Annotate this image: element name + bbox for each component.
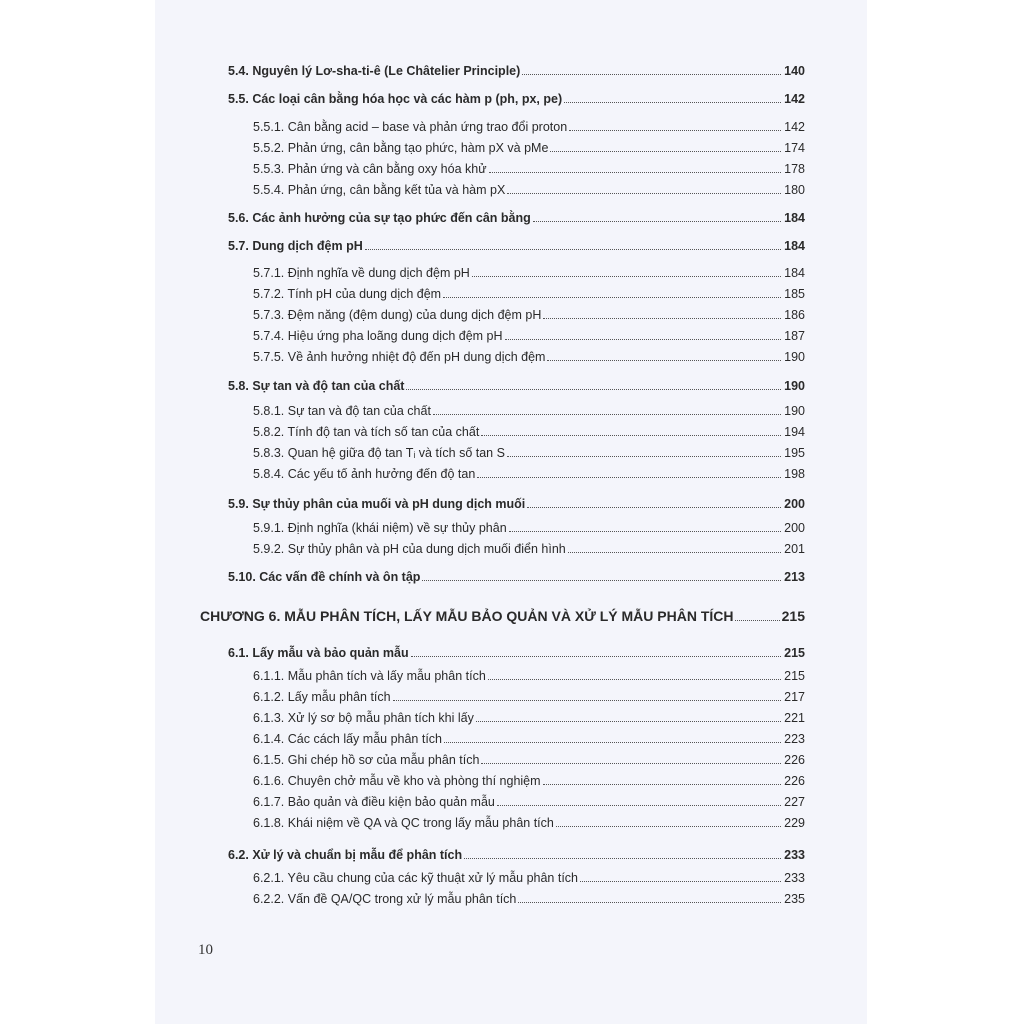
dot-leader	[489, 172, 781, 173]
toc-chapter-row	[200, 608, 805, 624]
toc-subsection-row	[253, 690, 805, 704]
dot-leader	[735, 620, 779, 621]
dot-leader	[543, 318, 781, 319]
toc-entry-title: 6.2.2. Vấn đề QA/QC trong xử lý mẫu phân tích	[253, 892, 517, 906]
toc-subsection-row	[253, 425, 805, 439]
toc-entry-page: 184	[784, 211, 805, 225]
toc-entry-title: 5.7.3. Đệm năng (đệm dung) của dung dịch đệm pH	[253, 308, 542, 322]
toc-entry-page: 227	[784, 795, 805, 809]
toc-entry-title: 5.8.2. Tính độ tan và tích số tan của chất	[253, 425, 480, 439]
dot-leader	[472, 276, 781, 277]
dot-leader	[533, 221, 781, 222]
toc-entry-title: 5.5. Các loại cân bằng hóa học và các hàm p (ph, px, pe)	[228, 92, 563, 106]
toc-subsection-row	[253, 287, 805, 301]
dot-leader	[507, 193, 781, 194]
toc-entry-page: 226	[784, 753, 805, 767]
toc-subsection-row	[253, 732, 805, 746]
toc-entry-page: 226	[784, 774, 805, 788]
toc-subsection-row	[253, 521, 805, 535]
toc-subsection-row	[253, 141, 805, 155]
toc-entry-title: 5.4. Nguyên lý Lơ-sha-ti-ê (Le Châtelier Principle)	[228, 64, 521, 78]
toc-entry-title: 5.5.2. Phản ứng, cân bằng tạo phức, hàm pX và pMe	[253, 141, 549, 155]
dot-leader	[481, 435, 781, 436]
toc-section-row	[228, 239, 805, 253]
toc-entry-title: 5.8.1. Sự tan và độ tan của chất	[253, 404, 431, 418]
dot-leader	[406, 389, 781, 390]
toc-entry-page: 201	[784, 542, 805, 556]
dot-leader	[547, 360, 781, 361]
toc-subsection-row	[253, 308, 805, 322]
document-page	[155, 0, 867, 1024]
toc-entry-page: 190	[784, 350, 805, 364]
toc-entry-title: 5.9. Sự thủy phân của muối và pH dung dịch muối	[228, 497, 526, 511]
dot-leader	[477, 477, 781, 478]
toc-subsection-row	[253, 816, 805, 830]
toc-section-row	[228, 64, 805, 78]
toc-subsection-row	[253, 871, 805, 885]
toc-entry-title: 5.8. Sự tan và độ tan của chất	[228, 379, 405, 393]
toc-subsection-row	[253, 669, 805, 683]
dot-leader	[422, 580, 781, 581]
dot-leader	[509, 531, 781, 532]
toc-entry-title: 5.7.5. Về ảnh hưởng nhiệt độ đến pH dung dịch đệm	[253, 350, 546, 364]
toc-subsection-row	[253, 892, 805, 906]
toc-entry-title: 5.7.4. Hiệu ứng pha loãng dung dịch đệm pH	[253, 329, 503, 343]
dot-leader	[411, 656, 781, 657]
toc-subsection-row	[253, 711, 805, 725]
toc-entry-title: 6.1.1. Mẫu phân tích và lấy mẫu phân tích	[253, 669, 486, 683]
toc-entry-title: 5.9.2. Sự thủy phân và pH của dung dịch muối điển hình	[253, 542, 566, 556]
toc-entry-title: CHƯƠNG 6. MẪU PHÂN TÍCH, LẤY MẪU BẢO QUẢN VÀ XỬ LÝ MẪU PHÂN TÍCH	[200, 608, 734, 624]
toc-entry-page: 223	[784, 732, 805, 746]
toc-section-row	[228, 211, 805, 225]
toc-entry-page: 194	[784, 425, 805, 439]
toc-entry-title: 5.7. Dung dịch đệm pH	[228, 239, 363, 253]
toc-section-row	[228, 92, 805, 106]
toc-entry-page: 215	[781, 608, 805, 624]
toc-entry-title: 5.5.3. Phản ứng và cân bằng oxy hóa khử	[253, 162, 487, 176]
toc-entry-title: 5.6. Các ảnh hưởng của sự tạo phức đến cân bằng	[228, 211, 531, 225]
dot-leader	[476, 721, 781, 722]
dot-leader	[550, 151, 781, 152]
toc-entry-page: 213	[784, 570, 805, 584]
toc-entry-title: 6.1.7. Bảo quản và điều kiện bảo quản mẫu	[253, 795, 495, 809]
toc-subsection-row	[253, 446, 805, 460]
toc-entry-title: 5.5.1. Cân bằng acid – base và phản ứng trao đổi proton	[253, 120, 568, 134]
toc-entry-title: 6.1.3. Xử lý sơ bộ mẫu phân tích khi lấy	[253, 711, 474, 725]
dot-leader	[522, 74, 781, 75]
toc-subsection-row	[253, 266, 805, 280]
toc-entry-page: 180	[784, 183, 805, 197]
toc-subsection-row	[253, 120, 805, 134]
toc-entry-title: 6.1.5. Ghi chép hồ sơ của mẫu phân tích	[253, 753, 480, 767]
dot-leader	[518, 902, 781, 903]
toc-entry-page: 190	[784, 404, 805, 418]
toc-entry-page: 142	[784, 92, 805, 106]
toc-subsection-row	[253, 795, 805, 809]
dot-leader	[505, 339, 781, 340]
table-of-contents	[155, 0, 867, 1024]
toc-entry-title: 5.10. Các vấn đề chính và ôn tập	[228, 570, 421, 584]
toc-entry-title: 5.8.3. Quan hệ giữa độ tan Tᵢ và tích số tan S	[253, 446, 505, 460]
toc-entry-page: 233	[784, 871, 805, 885]
toc-entry-title: 6.2.1. Yêu cầu chung của các kỹ thuật xử lý mẫu phân tích	[253, 871, 578, 885]
toc-entry-title: 6.1.2. Lấy mẫu phân tích	[253, 690, 391, 704]
toc-entry-page: 200	[784, 497, 805, 511]
toc-section-row	[228, 646, 805, 660]
toc-entry-title: 6.1.6. Chuyên chở mẫu về kho và phòng thí nghiệm	[253, 774, 541, 788]
toc-subsection-row	[253, 404, 805, 418]
toc-section-row	[228, 848, 805, 862]
page-number: 10	[198, 942, 213, 958]
toc-subsection-row	[253, 329, 805, 343]
toc-entry-page: 174	[784, 141, 805, 155]
toc-subsection-row	[253, 753, 805, 767]
dot-leader	[568, 552, 781, 553]
dot-leader	[497, 805, 781, 806]
dot-leader	[580, 881, 781, 882]
toc-entry-page: 195	[784, 446, 805, 460]
dot-leader	[507, 456, 781, 457]
toc-entry-page: 140	[784, 64, 805, 78]
dot-leader	[556, 826, 781, 827]
toc-entry-page: 215	[784, 646, 805, 660]
toc-entry-page: 186	[784, 308, 805, 322]
toc-entry-page: 142	[784, 120, 805, 134]
dot-leader	[543, 784, 781, 785]
toc-entry-title: 5.8.4. Các yếu tố ảnh hưởng đến độ tan	[253, 467, 476, 481]
dot-leader	[564, 102, 781, 103]
toc-entry-page: 229	[784, 816, 805, 830]
toc-subsection-row	[253, 183, 805, 197]
dot-leader	[433, 414, 781, 415]
toc-entry-page: 178	[784, 162, 805, 176]
toc-entry-title: 5.5.4. Phản ứng, cân bằng kết tủa và hàm pX	[253, 183, 506, 197]
toc-section-row	[228, 497, 805, 511]
toc-subsection-row	[253, 542, 805, 556]
toc-section-row	[228, 379, 805, 393]
toc-entry-title: 6.1.4. Các cách lấy mẫu phân tích	[253, 732, 442, 746]
dot-leader	[443, 297, 781, 298]
toc-subsection-row	[253, 350, 805, 364]
toc-entry-page: 217	[784, 690, 805, 704]
toc-entry-page: 187	[784, 329, 805, 343]
toc-entry-page: 184	[784, 266, 805, 280]
toc-entry-page: 198	[784, 467, 805, 481]
toc-entry-page: 235	[784, 892, 805, 906]
dot-leader	[488, 679, 781, 680]
toc-subsection-row	[253, 467, 805, 481]
toc-entry-title: 5.9.1. Định nghĩa (khái niệm) về sự thủy phân	[253, 521, 507, 535]
toc-entry-page: 190	[784, 379, 805, 393]
toc-entry-title: 6.1. Lấy mẫu và bảo quản mẫu	[228, 646, 409, 660]
toc-entry-page: 221	[784, 711, 805, 725]
dot-leader	[527, 507, 781, 508]
dot-leader	[569, 130, 781, 131]
toc-subsection-row	[253, 774, 805, 788]
toc-entry-page: 200	[784, 521, 805, 535]
toc-subsection-row	[253, 162, 805, 176]
toc-entry-title: 6.2. Xử lý và chuẩn bị mẫu để phân tích	[228, 848, 463, 862]
toc-entry-page: 233	[784, 848, 805, 862]
toc-entry-title: 5.7.2. Tính pH của dung dịch đệm	[253, 287, 442, 301]
toc-entry-page: 215	[784, 669, 805, 683]
toc-entry-page: 185	[784, 287, 805, 301]
dot-leader	[481, 763, 781, 764]
dot-leader	[444, 742, 781, 743]
dot-leader	[393, 700, 781, 701]
toc-section-row	[228, 570, 805, 584]
toc-entry-title: 5.7.1. Định nghĩa về dung dịch đệm pH	[253, 266, 470, 280]
toc-entry-page: 184	[784, 239, 805, 253]
dot-leader	[365, 249, 781, 250]
toc-entry-title: 6.1.8. Khái niệm về QA và QC trong lấy mẫu phân tích	[253, 816, 554, 830]
dot-leader	[464, 858, 781, 859]
